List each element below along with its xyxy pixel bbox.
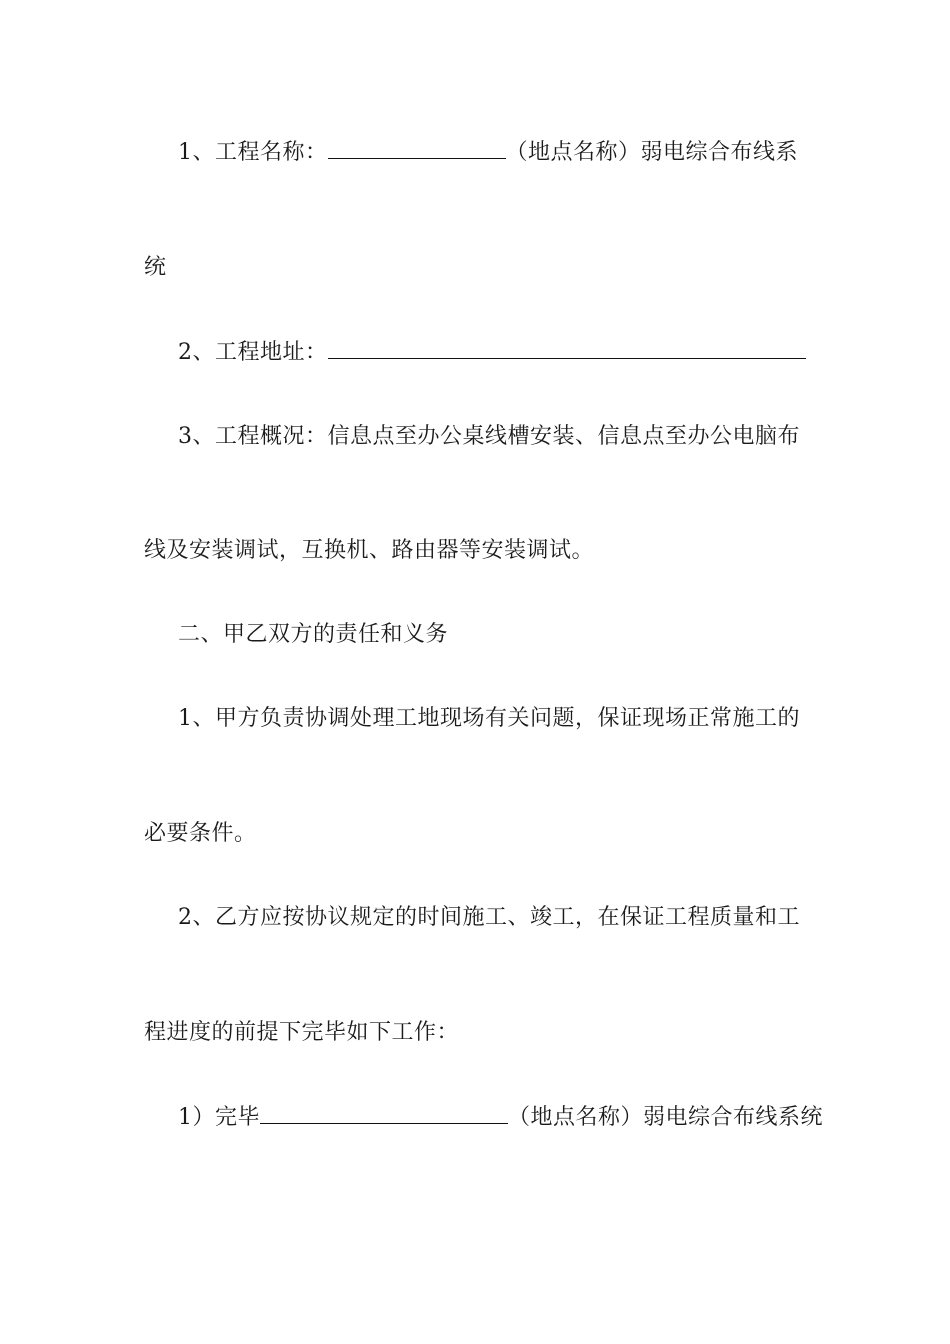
item3-line1: 3、工程概况：信息点至办公桌线槽安装、信息点至办公电脑布 — [178, 424, 800, 449]
location-name-blank — [260, 1103, 508, 1124]
sub1-label: 1）完毕 — [178, 1105, 260, 1130]
sub1-line — [178, 1103, 823, 1132]
project-name-blank — [328, 138, 506, 159]
item1-continuation: 统 — [144, 255, 167, 280]
item1-suffix: （地点名称）弱电综合布线系 — [505, 140, 799, 165]
item1-label: 1、工程名称： — [178, 140, 328, 165]
para1-line2: 必要条件。 — [144, 821, 257, 846]
section2-heading: 二、甲乙双方的责任和义务 — [178, 622, 449, 647]
item3-line2: 线及安装调试，互换机、路由器等安装调试。 — [144, 538, 595, 563]
project-address-blank — [328, 338, 806, 359]
item2-line — [178, 338, 806, 367]
sub1-suffix: （地点名称）弱电综合布线系统 — [508, 1105, 824, 1130]
para2-line1: 2、乙方应按协议规定的时间施工、竣工，在保证工程质量和工 — [178, 905, 800, 930]
para1-line1: 1、甲方负责协调处理工地现场有关问题，保证现场正常施工的 — [178, 706, 800, 731]
item2-label: 2、工程地址： — [178, 340, 328, 365]
para2-line2: 程进度的前提下完毕如下工作： — [144, 1020, 460, 1045]
item1-line — [178, 138, 798, 167]
